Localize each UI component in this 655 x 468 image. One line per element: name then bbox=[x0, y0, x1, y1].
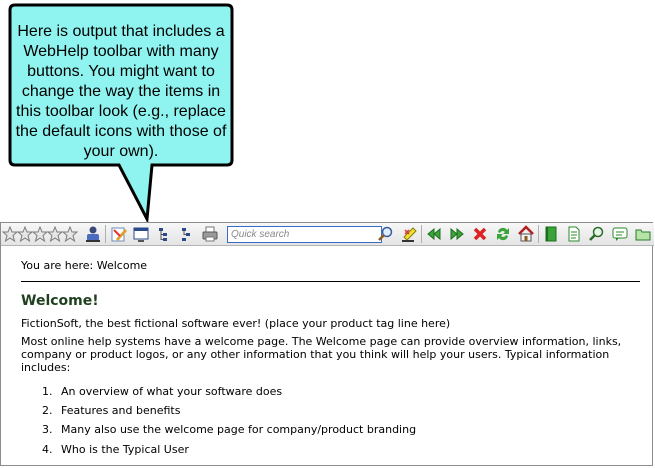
document-icon[interactable] bbox=[565, 225, 583, 243]
tree-icon[interactable] bbox=[155, 225, 173, 243]
breadcrumb: You are here: Welcome bbox=[21, 259, 148, 272]
folder-icon[interactable] bbox=[634, 225, 652, 243]
forward-icon[interactable] bbox=[448, 225, 466, 243]
webhelp-toolbar bbox=[1, 223, 654, 246]
rating-star-icon[interactable] bbox=[32, 226, 48, 242]
zoom-icon[interactable] bbox=[588, 225, 606, 243]
stop-icon[interactable] bbox=[471, 225, 489, 243]
rating-star-icon[interactable] bbox=[47, 226, 63, 242]
print-icon[interactable] bbox=[201, 225, 219, 243]
home-icon[interactable] bbox=[517, 225, 535, 243]
user-icon[interactable] bbox=[84, 225, 102, 243]
search-icon[interactable] bbox=[377, 225, 395, 243]
list-number: 1. bbox=[42, 385, 53, 398]
highlight-icon[interactable] bbox=[400, 225, 418, 243]
window-icon[interactable] bbox=[132, 225, 150, 243]
tagline: FictionSoft, the best fictional software ever! (place your product tag line here) bbox=[21, 317, 451, 330]
edit-icon[interactable] bbox=[110, 225, 128, 243]
rating-star-icon[interactable] bbox=[17, 226, 33, 242]
toolbar-separator bbox=[105, 225, 106, 243]
webhelp-window bbox=[0, 222, 653, 466]
list-item bbox=[42, 385, 282, 398]
back-icon[interactable] bbox=[425, 225, 443, 243]
book-icon[interactable] bbox=[542, 225, 560, 243]
tree-icon-2[interactable] bbox=[178, 225, 196, 243]
list-number: 3. bbox=[42, 423, 53, 436]
callout-text: Here is output that includes a WebHelp toolbar with many buttons. You might want to change the way the items in this toolbar look (e.g., replace the default icons with those of your own). bbox=[15, 23, 227, 160]
list-number: 4. bbox=[42, 443, 53, 456]
note-icon[interactable] bbox=[611, 225, 629, 243]
list-number: 2. bbox=[42, 404, 53, 417]
list-text: Who is the Typical User bbox=[61, 443, 189, 456]
quick-search-input[interactable]: Quick search bbox=[227, 226, 382, 243]
toolbar-separator bbox=[421, 225, 422, 243]
rating-star-icon[interactable] bbox=[2, 226, 18, 242]
rating-star-icon[interactable] bbox=[62, 226, 78, 242]
list-text: Many also use the welcome page for company/product branding bbox=[61, 423, 417, 436]
list-text: Features and benefits bbox=[61, 404, 181, 417]
refresh-icon[interactable] bbox=[494, 225, 512, 243]
callout bbox=[0, 0, 655, 222]
list-item bbox=[42, 404, 180, 417]
page-title: Welcome! bbox=[21, 293, 99, 309]
list-item bbox=[42, 423, 416, 436]
intro-paragraph: Most online help systems have a welcome page. The Welcome page can provide overview information, links, company or product logos, or any other information that you think will help your users. Typical information includes: bbox=[21, 335, 622, 374]
list-item bbox=[42, 443, 189, 456]
divider bbox=[21, 281, 640, 282]
toolbar-separator bbox=[538, 225, 539, 243]
list-text: An overview of what your software does bbox=[61, 385, 283, 398]
